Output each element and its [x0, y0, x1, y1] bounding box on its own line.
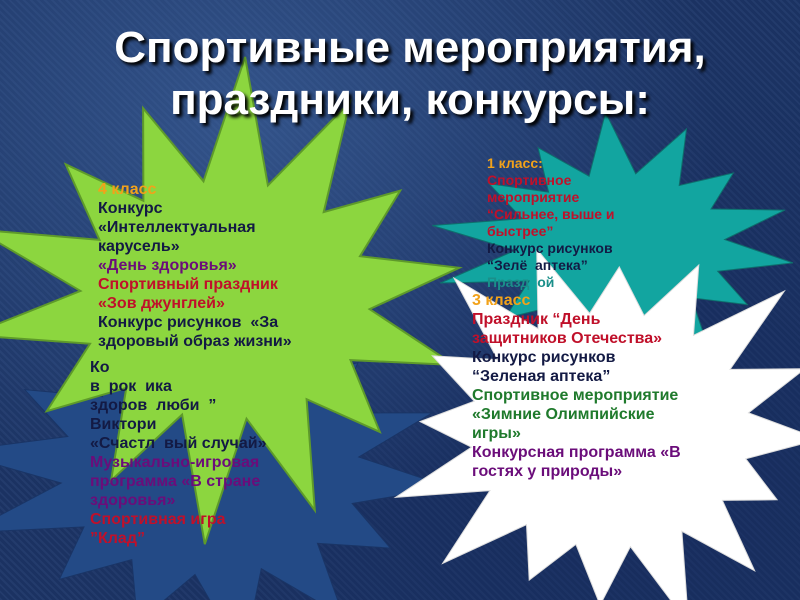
grade-2-item: в рок ика [90, 378, 172, 395]
grade-4-item: «Интеллектуальная [98, 219, 256, 236]
grade-4-item: карусель» [98, 238, 180, 255]
grade-1-item: Конкурс рисунков [487, 240, 613, 256]
grade-3-item: защитников Отечества» [472, 330, 663, 347]
grade-3-item: Праздник “День [472, 311, 601, 328]
grade-2-item: здоров люби ” [90, 397, 217, 414]
grade-2-item: Виктори [90, 416, 157, 433]
grade-2-item: Ко [90, 359, 110, 376]
grade-4-item: Конкурс [98, 200, 163, 217]
grade-2-item: программа «В стране [90, 473, 261, 490]
grade-1-item: мероприятие [487, 189, 580, 205]
grade-3-item: Конкурсная программа «В [472, 444, 681, 461]
grade-3-item: «Зимние Олимпийские [472, 406, 655, 423]
grade-1-item: Празд ой [487, 274, 555, 290]
grade-2-item: ”Клад” [90, 530, 145, 547]
grade-1-activities [487, 155, 615, 291]
grade-1-item: “Зелё аптека” [487, 257, 588, 273]
grade-3-activities [472, 291, 681, 481]
grade-2-item: здоровья» [90, 492, 176, 509]
grade-2-item: Спортивная игра [90, 511, 226, 528]
grade-4-item: здоровый образ жизни» [98, 333, 292, 350]
grade-3-item: игры» [472, 425, 521, 442]
grade-2-activities [90, 358, 266, 548]
grade-3-item: гостях у природы» [472, 463, 623, 480]
grade-2-item: Музыкально-игровая [90, 454, 260, 471]
grade-4-activities [98, 180, 292, 351]
grade-1-item: быстрее” [487, 223, 554, 239]
grade-3-item: Спортивное мероприятие [472, 387, 679, 404]
slide-title-line-1: Спортивные мероприятия, [114, 23, 706, 72]
grade-4-heading: 4 класс [98, 181, 157, 198]
grade-4-item: Спортивный праздник [98, 276, 278, 293]
grade-1-item: “Сильнее, выше и [487, 206, 615, 222]
grade-3-heading: 3 класс [472, 292, 531, 309]
grade-4-item: «День здоровья» [98, 257, 237, 274]
slide-title-line-2: праздники, конкурсы: [170, 75, 650, 124]
grade-2-item: «Счастл вый случай» [90, 435, 267, 452]
grade-1-item: Спортивное [487, 172, 572, 188]
grade-3-item: “Зеленая аптека” [472, 368, 611, 385]
grade-4-item: «Зов джунглей» [98, 295, 225, 312]
grade-1-heading: 1 класс: [487, 155, 543, 171]
slide-title [40, 22, 780, 126]
grade-4-item: Конкурс рисунков «За [98, 314, 279, 331]
grade-3-item: Конкурс рисунков [472, 349, 616, 366]
